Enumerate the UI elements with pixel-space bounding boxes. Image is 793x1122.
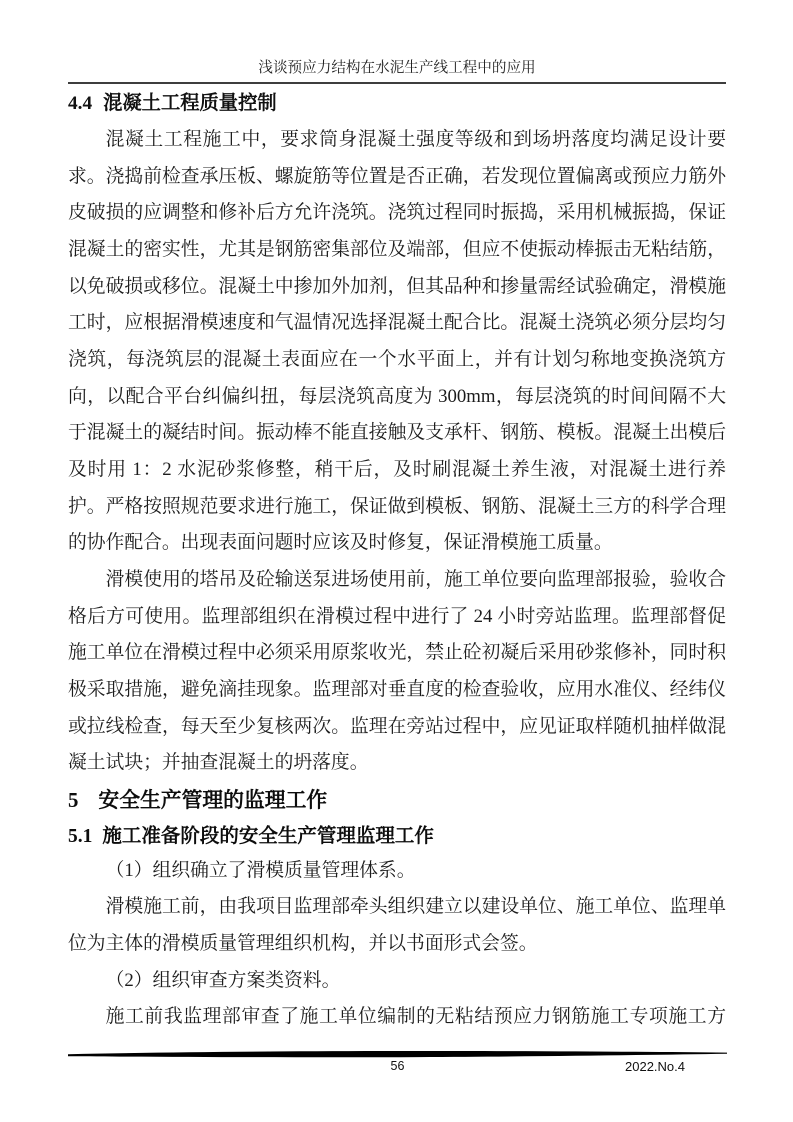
paragraph-item-1: （1）组织确立了滑模质量管理体系。 [105, 859, 416, 881]
page-footer [68, 1050, 727, 1076]
section-number: 4.4 [68, 93, 93, 114]
footer-meta [68, 1058, 727, 1076]
paragraph-slipform-org: 滑模施工前，由我项目监理部牵头组织建立以建设单位、施工单位、监理单位为主体的滑模质量管理组织机构，并以书面形式会签。 [68, 896, 726, 955]
section-title: 施工准备阶段的安全生产管理监理工作 [102, 825, 434, 847]
page-number: 56 [390, 1059, 405, 1073]
section-number: 5 [68, 788, 79, 812]
running-title: 浅谈预应力结构在水泥生产线工程中的应用 [258, 60, 536, 76]
paragraph-item-2: （2）组织审查方案类资料。 [105, 969, 341, 991]
paragraph-concrete-quality-1: 混凝土工程施工中，要求筒身混凝土强度等级和到场坍落度均满足设计要求。浇捣前检查承压板、螺旋筋等位置是否正确，若发现位置偏离或预应力筋外皮破损的应调整和修补后方允许浇筑。浇筑过程同时振捣，采用机械振捣，保证混凝土的密实性，尤其是钢筋密集部位及端部，但应不使振动棒振击无粘结筋，以免破损或移位。混凝土中掺加外加剂，但其品种和掺量需经试验确定，滑模施工时，应根据滑模速度和气温情况选择混凝土配合比。混凝土浇筑必须分层均匀浇筑，每浇筑层的混凝土表面应在一个水平面上，并有计划匀称地变换浇筑方向，以配合平台纠偏纠扭，每层浇筑高度为 300mm，每层浇筑的时间间隔不大于混凝土的凝结时间。振动棒不能直接触及支承杆、钢筋、模板。混凝土出模后及时用 1：2 水泥砂浆修整，稍干后，及时刷混凝土养生液，对混凝土进行养护。严格按照规范要求进行施工，保证做到模板、钢筋、混凝土三方的科学合理的协作配合。出现表面问题时应该及时修复，保证滑模施工质量。 [68, 129, 726, 554]
section-title: 混凝土工程质量控制 [103, 93, 277, 114]
paragraph-review-plan: 施工前我监理部审查了施工单位编制的无粘结预应力钢筋施工专项施工方 [105, 1006, 726, 1028]
paragraph-concrete-quality-2: 滑模使用的塔吊及砼输送泵进场使用前，施工单位要向监理部报验，验收合格后方可使用。监理部组织在滑模过程中进行了 24 小时旁站监理。监理部督促施工单位在滑模过程中必须采用原浆收光，禁止砼初凝后采用砂浆修补，同时积极采取措施，避免滴挂现象。监理部对垂直度的检查验收，应用水准仪、经纬仪或拉线检查，每天至少复核两次。监理在旁站过程中，应见证取样随机抽样做混凝土试块；并抽查混凝土的坍落度。 [68, 568, 726, 774]
section-number: 5.1 [68, 825, 93, 847]
section-heading-4-4 [68, 91, 726, 116]
section-title: 安全生产管理的监理工作 [98, 788, 328, 812]
footer-bar-divider [68, 1050, 727, 1058]
issue-label: 2022.No.4 [625, 1059, 685, 1074]
page-content [68, 57, 726, 1036]
section-heading-5-1 [68, 824, 726, 850]
header-rule-divider [68, 82, 726, 84]
section-heading-5 [68, 787, 726, 815]
